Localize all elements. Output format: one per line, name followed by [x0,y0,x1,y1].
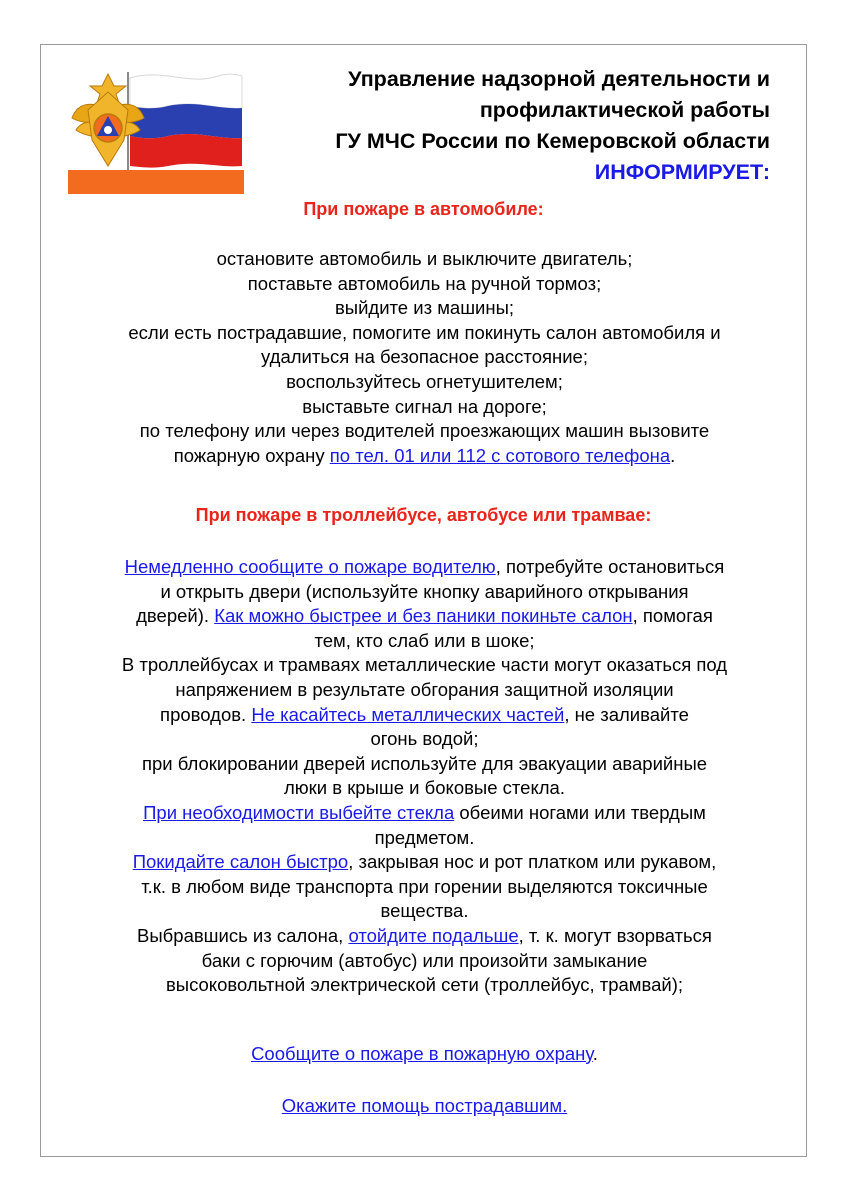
s1-line-4: если есть пострадавшие, помогите им покинуть салон автомобиля и [128,321,721,343]
s2-line-1-text: , потребуйте остановиться [495,556,725,577]
s1-line-9-text: пожарную охрану [173,444,330,466]
help-paragraph [52,1094,797,1119]
s2-line-13-post: , закрывая нос и рот платком или рукавом, [348,851,717,873]
header-line-3: ГУ МЧС России по Кемеровской области [335,129,770,153]
s2-line-4: тем, кто слаб или в шоке; [314,629,535,651]
s2-line-15: вещества. [380,900,469,922]
s1-line-7: выставьте сигнал на дороге; [302,395,547,417]
section2-title: При пожаре в троллейбусе, автобусе или трамвае: [195,505,652,525]
leave-quickly-link[interactable]: Покидайте салон быстро [132,851,349,873]
s2-line-14: т.к. в любом виде транспорта при горении выделяются токсичные [141,875,708,897]
s1-line-1: остановите автомобиль и выключите двигатель; [216,248,633,269]
section2-body [52,555,797,998]
s2-line-3-pre: дверей). [136,605,215,627]
s2-line-7-post: , не заливайте [564,703,689,725]
informs-label: ИНФОРМИРУЕТ: [594,160,770,184]
s2-line-9: при блокировании дверей используйте для эвакуации аварийные [141,752,708,774]
help-victims-link[interactable]: Окажите помощь пострадавшим. [281,1095,568,1116]
s2-line-8: огонь водой; [370,728,479,750]
s2-line-16-post: , т. к. могут взорваться [518,924,712,946]
s1-line-3: выйдите из машины; [334,297,515,319]
s1-line-9-end: . [670,444,676,466]
s2-line-16 [52,924,797,949]
break-glass-link[interactable]: При необходимости выбейте стекла [143,801,455,823]
s2-line-3-post: , помогая [632,605,713,627]
help-line [52,1094,797,1119]
header-block [210,64,770,188]
s2-line-2: и открыть двери (используйте кнопку аварийного открывания [160,580,689,602]
s2-line-16-pre: Выбравшись из салона, [137,924,349,946]
phone-link[interactable]: по тел. 01 или 112 с сотового телефона [329,444,671,466]
s2-line-12: предметом. [374,826,475,848]
s2-line-5: В троллейбусах и трамваях металлические части могут оказаться под [121,654,728,676]
leave-cabin-link[interactable]: Как можно быстрее и без паники покиньте салон [214,605,633,627]
move-away-link[interactable]: отойдите подальше [348,924,519,946]
s2-line-10: люки в крыше и боковые стекла. [284,777,565,799]
s2-line-7 [52,703,797,728]
s1-line-2: поставьте автомобиль на ручной тормоз; [247,272,602,294]
s1-line-5: удалиться на безопасное расстояние; [261,346,588,368]
s2-line-18: высоковольтной электрической сети (троллейбус, трамвай); [165,974,684,996]
s2-line-3 [52,604,797,629]
section1-body [52,247,797,468]
s2-line-6: напряжением в результате обгорания защитной изоляции [175,678,674,700]
s1-line-8: по телефону или через водителей проезжающих машин вызовите [139,420,710,442]
s2-line-1 [52,555,797,580]
header-line-1: Управление надзорной деятельности и [348,67,770,91]
report-end: . [592,1043,598,1064]
s2-line-7-pre: проводов. [160,703,252,725]
s2-line-13 [52,850,797,875]
report-paragraph [52,1042,797,1067]
s2-line-11-post: обеими ногами или твердым [454,801,706,823]
report-line [52,1042,797,1067]
section1-title: При пожаре в автомобиле: [303,199,544,219]
s2-line-17: баки с горючим (автобус) или произойти замыкание [201,949,648,971]
report-fire-link[interactable]: Сообщите о пожаре в пожарную охрану [251,1043,593,1064]
no-touch-metal-link[interactable]: Не касайтесь металлических частей [251,703,565,725]
header-line-2: профилактической работы [479,98,770,122]
s1-line-9 [52,444,797,469]
s2-line-11 [52,801,797,826]
notify-driver-link[interactable]: Немедленно сообщите о пожаре водителю [124,556,496,577]
s1-line-6: воспользуйтесь огнетушителем; [286,370,563,392]
